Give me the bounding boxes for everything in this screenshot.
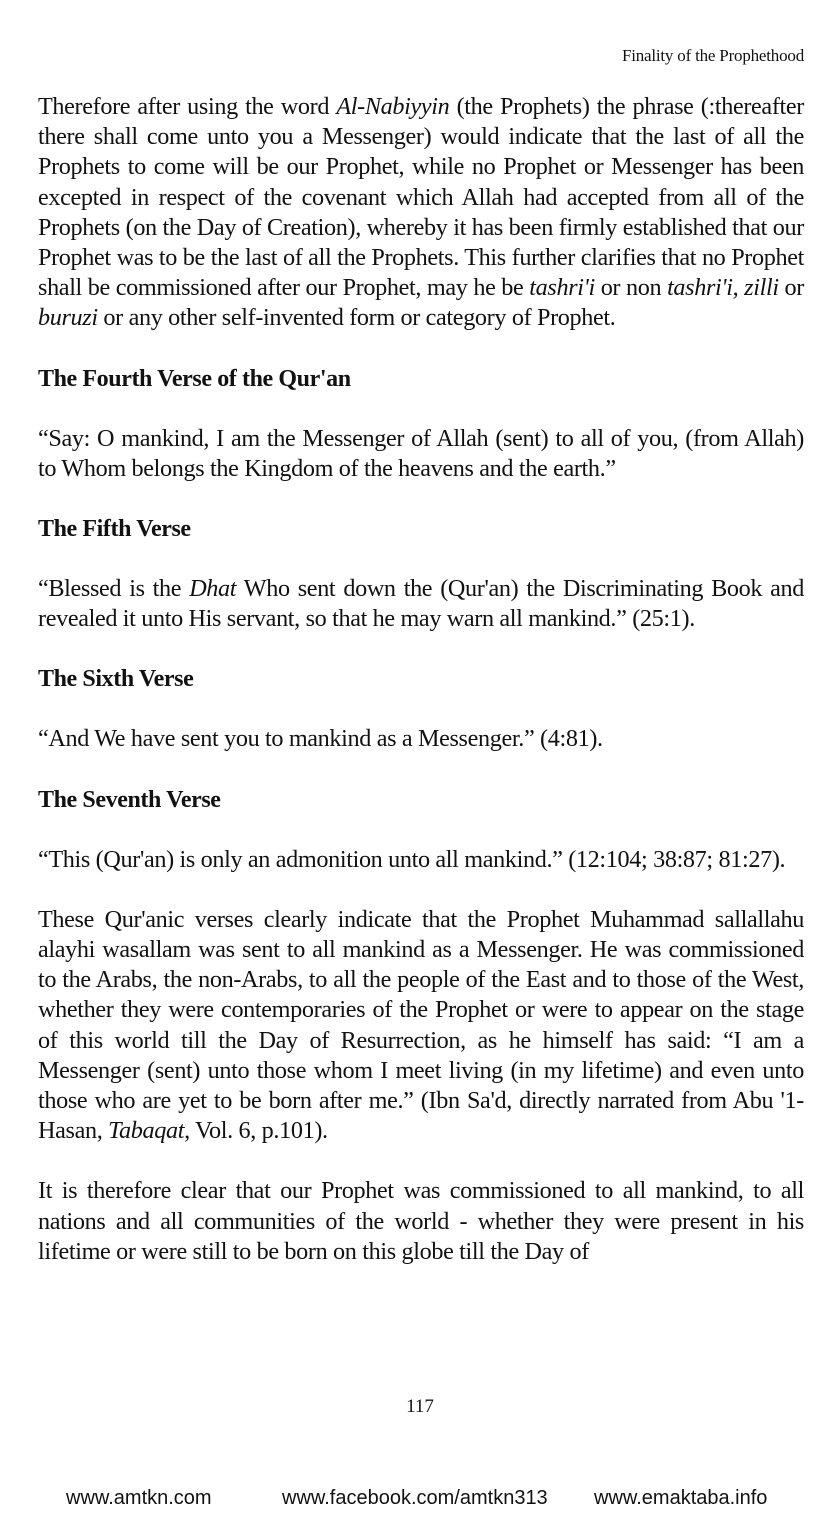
text-run: or — [778, 274, 804, 302]
paragraph-covenant — [38, 92, 804, 334]
italic-term: buruzi — [38, 304, 98, 332]
paragraph-universal-mission — [38, 905, 804, 1147]
heading-seventh-verse: The Seventh Verse — [38, 786, 221, 813]
footer-link-amtkn[interactable]: www.amtkn.com — [66, 1487, 212, 1509]
heading-fifth-verse: The Fifth Verse — [38, 516, 191, 543]
text-run: (the Prophets) the phrase (:thereafter there shall come unto you a Messenger) would indicate that the last of all the Prophets to come will be our Prophet, while no Prophet or Messenger has been excepted in respect of the covenant which Allah had accepted from all of the Prophets (on the Day of Creation), whereby it has been firmly established that our Prophet was to be the last of all the Prophets. This further clarifies that no Prophet shall be commissioned after our Prophet, may he be — [38, 93, 804, 302]
text-run: or non — [594, 274, 668, 302]
page-body — [38, 92, 804, 1267]
page-number: 117 — [406, 1396, 434, 1417]
footer-link-facebook[interactable]: www.facebook.com/amtkn313 — [282, 1487, 548, 1509]
text-run: These Qur'anic verses clearly indicate that the Prophet Muhammad sallallahu alayhi wasallam was sent to all mankind as a Messenger. He was commissioned to the Arabs, the non-Arabs, to all the people of the East and to those of the West, whether they were contemporaries of the Prophet or were to appear on the stage of this world till the Day of Resurrection, as he himself has said: “I am a Messenger (sent) unto those whom I meet living (in my lifetime) and even unto those who are yet to be born after me.” (Ibn Sa'd, directly narrated from Abu '1-Hasan, — [38, 905, 804, 1145]
running-header: Finality of the Prophethood — [621, 46, 804, 65]
verse-seventh: “This (Qur'an) is only an admonition unto all mankind.” (12:104; 38:87; 81:27). — [38, 845, 786, 873]
text-run: Vol. 6, p.101). — [189, 1117, 328, 1145]
verse-sixth: “And We have sent you to mankind as a Messenger.” (4:81). — [38, 725, 603, 753]
heading-sixth-verse: The Sixth Verse — [38, 666, 194, 693]
text-run: “Blessed is the — [38, 575, 190, 603]
verse-fifth — [38, 574, 804, 634]
footer-link-emaktaba[interactable]: www.emaktaba.info — [594, 1487, 768, 1509]
italic-term: Al-Nabiyyin — [336, 93, 450, 120]
italic-term: Tabaqat, — [108, 1117, 190, 1145]
italic-term: tashri'i, zilli — [667, 274, 779, 302]
text-run: Who sent down the (Qur'an) the Discriminating Book and revealed it unto His servant, so that he may warn all mankind.” (25:1). — [38, 575, 805, 633]
text-run: or any other self-invented form or category of Prophet. — [97, 304, 616, 332]
heading-fourth-verse: The Fourth Verse of the Qur'an — [38, 365, 351, 392]
paragraph-conclusion: It is therefore clear that our Prophet was commissioned to all mankind, to all nations and all communities of the world - whether they were present in his lifetime or were still to be born on this globe till the Day of — [38, 1177, 804, 1265]
italic-term: Dhat — [189, 575, 237, 603]
italic-term: tashri'i — [529, 274, 595, 302]
verse-fourth: “Say: O mankind, I am the Messenger of Allah (sent) to all of you, (from Allah) to Whom belongs the Kingdom of the heavens and the earth.” — [38, 424, 804, 482]
text-run: Therefore after using the word — [38, 93, 337, 120]
